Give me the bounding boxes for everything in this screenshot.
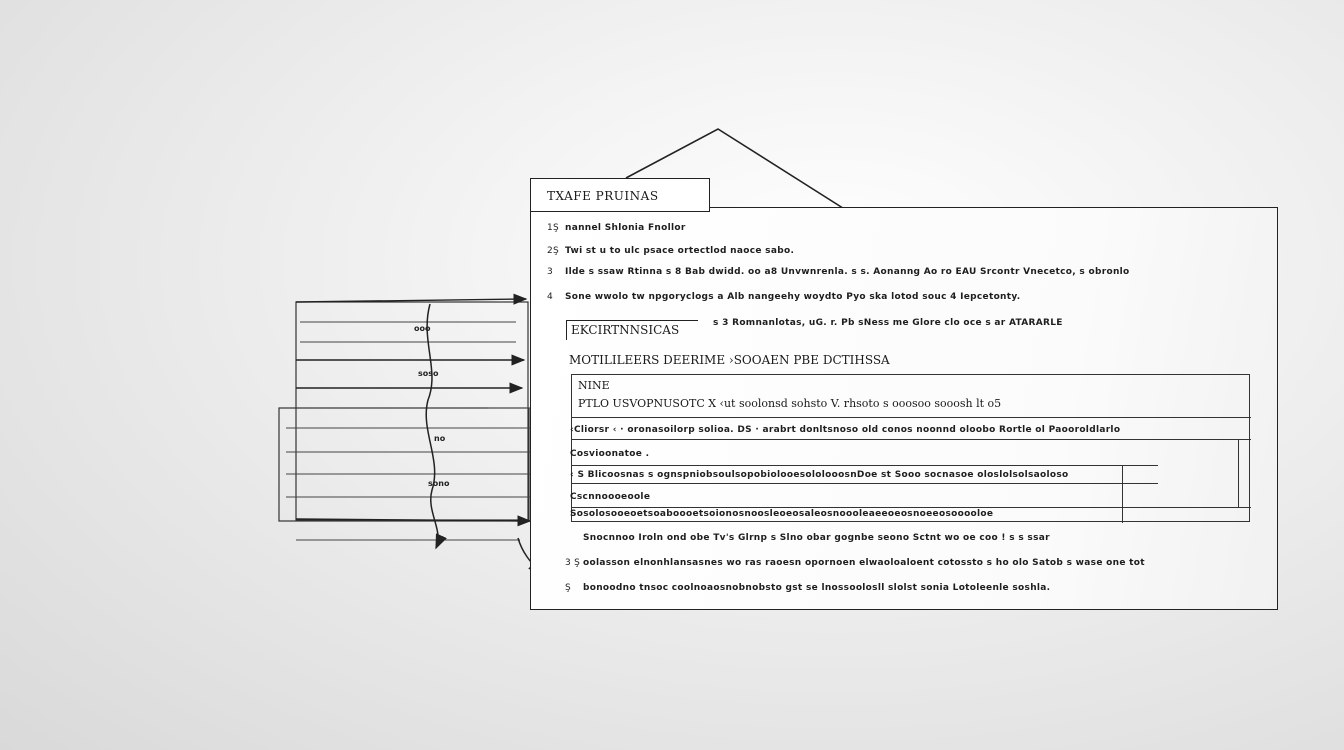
table-row: Cosvioonatoe .: [570, 449, 650, 459]
list-number: 1Ş: [547, 223, 560, 233]
ladder-frame: [296, 302, 528, 520]
list-number: 4: [547, 292, 554, 302]
table-row: ‹Cliorsr ‹ · oronasoilorp solioa. DS · arabrt donltsnoso old conos noonnd oloobo Rortle ol Paooroldlarlo: [570, 425, 1121, 435]
list-text: Ilde s ssaw Rtinna s 8 Bab dwidd. oo a8 Unvwnrenla. s s. Aonanng Ao ro EAU Srcontr Vnecetco, s obronlo: [565, 267, 1130, 277]
ladder-label: sono: [428, 479, 450, 488]
list-number: 2Ş: [547, 246, 560, 256]
table-row: Sosolosooeoetsoaboooetsoionosnoosleoeosaleosnoooleaeeoeosnoeeosooooloe: [570, 509, 994, 519]
table-divider: [572, 483, 1158, 484]
list-item: [547, 223, 686, 233]
card-tab-title: TXAFE PRUINAS: [530, 178, 710, 212]
inner-header: PTLO USVOPNUSOTC X ‹ut soolonsd sohsto V. rhsoto s ooosoo sooosh lt o5: [578, 397, 1002, 410]
footer-item: [565, 558, 1145, 568]
footer-text: Snocnnoo Iroln ond obe Tv's Glrnp s Slno obar gognbe seono Sctnt wo oe coo ! s s ssar: [583, 533, 1050, 543]
section-heading-note: s 3 Romnanlotas, uG. r. Pb sNess me Glore clo oce s ar ATARARLE: [713, 318, 1063, 328]
list-text: nannel Shlonia Fnollor: [565, 223, 686, 233]
ladder-spine: [426, 304, 438, 548]
inner-label: NINE: [578, 379, 610, 392]
list-number: 3: [547, 267, 554, 277]
list-text: Sone wwolo tw npgoryclogs a Alb nangeehy woydto Pyo ska lotod souc 4 Iepcetonty.: [565, 292, 1021, 302]
list-text: Twi st u to ulc psace ortectlod naoce sabo.: [565, 246, 795, 256]
table-column-divider: [1238, 439, 1239, 507]
list-item: [547, 267, 1130, 277]
footer-text: bonoodno tnsoc coolnoaosnobnobsto gst se lnossoolosll slolst sonia Lotoleenle soshla.: [583, 583, 1051, 593]
footer-item: [565, 533, 1050, 543]
table-column-divider: [1122, 465, 1123, 523]
inner-table: [571, 374, 1250, 522]
section-heading-box: EKCIRTNNSICAS: [566, 320, 698, 340]
footer-number: Ş: [565, 583, 572, 593]
footer-item: [565, 583, 1050, 593]
table-divider: [572, 417, 1251, 418]
list-item: [547, 246, 794, 256]
table-row: Cscnnoooeoole: [570, 492, 651, 502]
footer-text: oolasson elnonhlansasnes wo ras raoesn opornoen elwaoloaloent cotossto s ho olo Satob s wase one tot: [583, 558, 1145, 568]
table-divider: [572, 465, 1158, 466]
ladder-label: no: [434, 434, 446, 443]
list-item: [547, 292, 1020, 302]
ladder-label: ooo: [414, 324, 431, 333]
ladder-label: soso: [418, 369, 439, 378]
table-divider: [572, 507, 1251, 508]
ladder-frame-lower: [279, 408, 529, 521]
section-title: MOTILILEERS DEERIME ›SOOAEN PBE DCTIHSSA: [569, 353, 890, 367]
document-card: [530, 207, 1278, 610]
footer-number: 3 Ş: [565, 558, 581, 568]
table-row: ‹ S Blicoosnas s ognspniobsoulsopobiolooesololooosnDoe st Sooo socnasoe oloslolsolsaoloso: [570, 470, 1069, 480]
table-divider: [572, 439, 1251, 440]
